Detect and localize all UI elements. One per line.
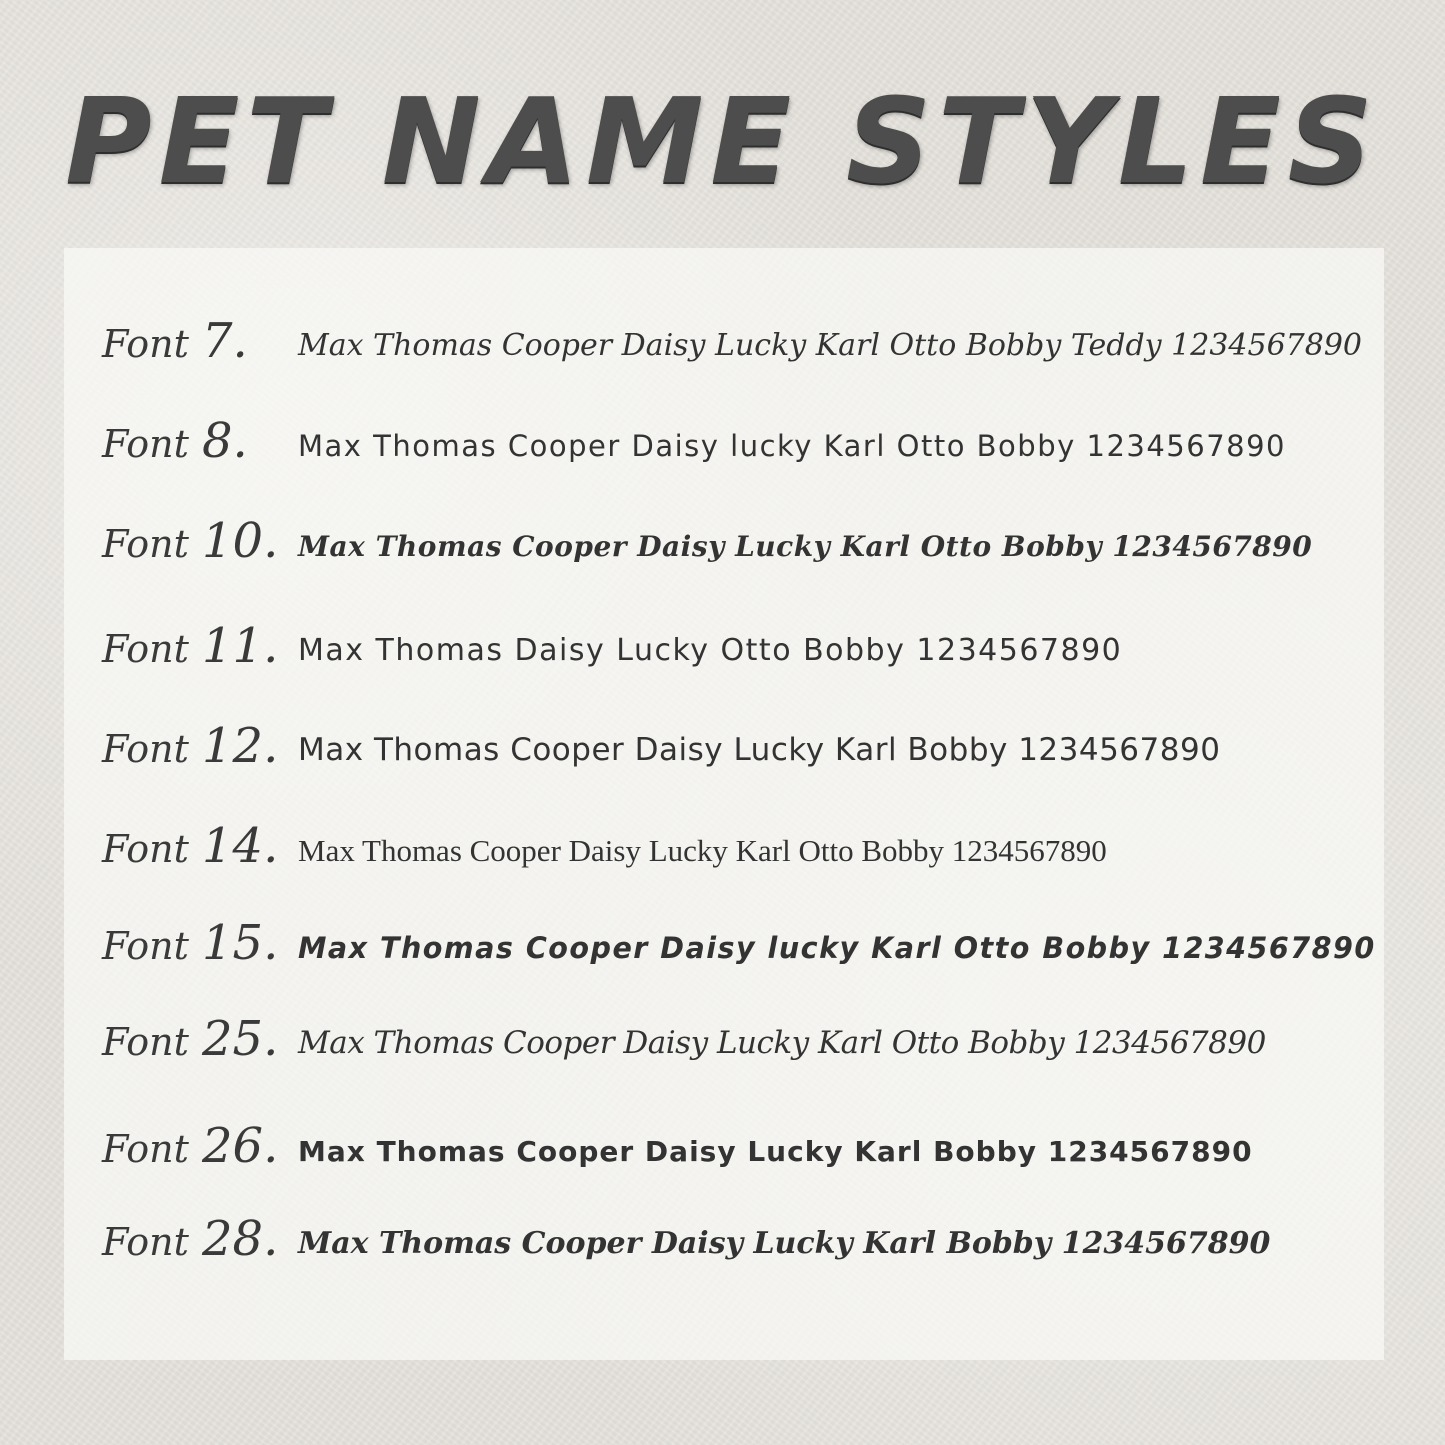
font-number: 28. bbox=[202, 1211, 279, 1267]
font-row-14 bbox=[64, 808, 1384, 878]
font-sample: Max Thomas Cooper Daisy Lucky Karl Otto Bobby 1234567890 bbox=[298, 1025, 1266, 1061]
font-number: 14. bbox=[202, 818, 279, 874]
font-row-26 bbox=[64, 1108, 1384, 1178]
font-number: 25. bbox=[202, 1011, 279, 1067]
font-label: Font bbox=[102, 924, 189, 968]
font-label: Font bbox=[102, 627, 189, 671]
font-row-15 bbox=[64, 905, 1384, 975]
font-number: 12. bbox=[202, 718, 279, 774]
font-sample: Max Thomas Daisy Lucky Otto Bobby 1234567890 bbox=[298, 633, 1123, 668]
font-row-12 bbox=[64, 708, 1384, 778]
page-title: PET NAME STYLES bbox=[65, 72, 1380, 210]
font-label: Font bbox=[102, 1127, 189, 1171]
font-sample: Max Thomas Cooper Daisy Lucky Karl Bobby 1234567890 bbox=[298, 732, 1221, 768]
font-label: Font bbox=[102, 1020, 189, 1064]
font-styles-panel bbox=[64, 248, 1384, 1360]
font-sample: Max Thomas Cooper Daisy lucky Karl Otto Bobby 1234567890 bbox=[298, 429, 1286, 463]
font-number: 8. bbox=[202, 413, 248, 469]
font-sample: Max Thomas Cooper Daisy lucky Karl Otto Bobby 1234567890 bbox=[298, 931, 1376, 965]
font-label: Font bbox=[102, 727, 189, 771]
font-label: Font bbox=[102, 827, 189, 871]
font-row-11 bbox=[64, 608, 1384, 678]
font-sample: Max Thomas Cooper Daisy Lucky Karl Otto Bobby 1234567890 bbox=[298, 530, 1313, 563]
font-number: 10. bbox=[202, 513, 279, 569]
font-sample: Max Thomas Cooper Daisy Lucky Karl Otto Bobby Teddy 1234567890 bbox=[298, 328, 1363, 363]
font-sample: Max Thomas Cooper Daisy Lucky Karl Otto Bobby 1234567890 bbox=[298, 833, 1107, 868]
font-row-10 bbox=[64, 503, 1384, 573]
font-number: 7. bbox=[202, 313, 248, 369]
font-sample: Max Thomas Cooper Daisy Lucky Karl Bobby 1234567890 bbox=[298, 1135, 1253, 1168]
font-label: Font bbox=[102, 422, 189, 466]
font-label: Font bbox=[102, 322, 189, 366]
font-row-28 bbox=[64, 1201, 1384, 1271]
font-label: Font bbox=[102, 1220, 189, 1264]
font-label: Font bbox=[102, 522, 189, 566]
font-row-8 bbox=[64, 403, 1384, 473]
font-number: 26. bbox=[202, 1118, 279, 1174]
font-number: 15. bbox=[202, 915, 279, 971]
font-number: 11. bbox=[202, 618, 279, 674]
font-sample: Max Thomas Cooper Daisy Lucky Karl Bobby 1234567890 bbox=[298, 1226, 1271, 1261]
font-row-7 bbox=[64, 303, 1384, 373]
font-row-25 bbox=[64, 1001, 1384, 1071]
